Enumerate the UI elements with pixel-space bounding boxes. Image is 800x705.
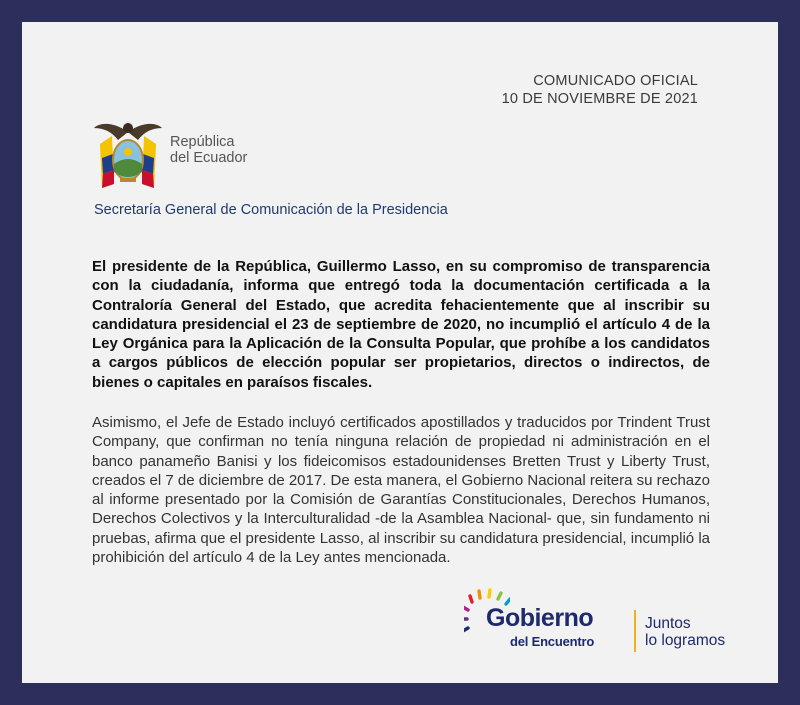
slogan-line2: lo logramos — [645, 632, 726, 649]
header-block — [502, 72, 698, 108]
slogan — [645, 615, 725, 649]
gobierno-wordmark: Gobierno — [486, 604, 594, 632]
communique-label: COMUNICADO OFICIAL — [533, 73, 698, 89]
department-name: Secretaría General de Comunicación de la Presidencia — [94, 202, 448, 218]
republic-wordmark — [170, 134, 247, 166]
paragraph-1: El presidente de la República, Guillermo Lasso, en su compromiso de transparencia con la ciudadanía, informa que entregó toda la documentación certificada a la Contraloría General del Estado, que acredita fehacientemente que al inscribir su candidatura presidencial el 23 de septiembre de 2020, no incumplió el artículo 4 de la Ley Orgánica para la Aplicación de la Consulta Popular, que prohíbe a los candidatos a cargos públicos de elección popular ser propietarios, directos o indirectos, de bienes o capitales en paraísos fiscales. — [92, 258, 710, 391]
republic-line1: República — [170, 134, 235, 150]
slogan-line1: Juntos — [645, 615, 691, 632]
gobierno-logo — [464, 588, 729, 662]
paragraph-2: Asimismo, el Jefe de Estado incluyó certificados apostillados y traducidos por Trindent Trust Company, que confirman no tenía ninguna relación de propiedad ni administración en el banco panameño Banisi y los fideicomisos estadounidenses Bretten Trust y Liberty Trust, creados el 7 de diciembre de 2017. De esta manera, el Gobierno Nacional reitera su rechazo al informe presentado por la Comisión de Garantías Constitucionales, Derechos Humanos, Derechos Colectivos y la Interculturalidad -de la Asamblea Nacional- que, sin fundamento ni pruebas, afirma que el presidente Lasso, al inscribir su candidatura presidencial, incumplió la prohibición del artículo 4 de la Ley antes mencionada. — [92, 414, 710, 567]
encuentro-wordmark: del Encuentro — [510, 634, 595, 649]
coat-of-arms-icon — [94, 114, 162, 194]
communique-date: 10 DE NOVIEMBRE DE 2021 — [501, 91, 698, 107]
logo-divider — [634, 610, 636, 652]
document-sheet — [22, 22, 778, 683]
republic-line2: del Ecuador — [170, 150, 248, 166]
